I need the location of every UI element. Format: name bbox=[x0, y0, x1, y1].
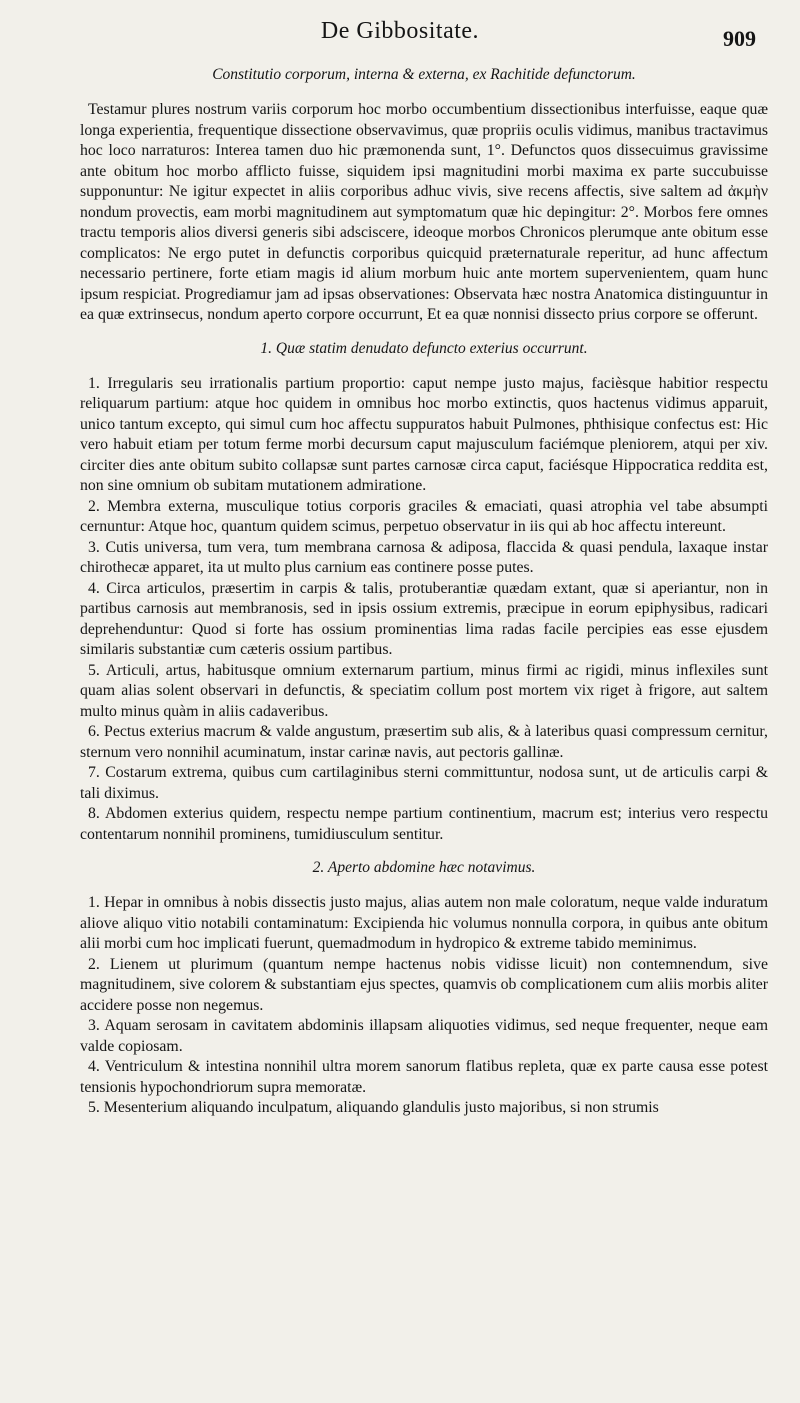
section-1-item: 3. Cutis universa, tum vera, tum membrana carnosa & adiposa, flaccida & quasi pendula, laxaque instar chirothecæ apparet, ita ut multo plus carnium eas continere posse putes. bbox=[80, 538, 768, 576]
section-2-heading: 2. Aperto abdomine hæc notavimus. bbox=[312, 859, 536, 876]
section-1-item: 1. Irregularis seu irrationalis partium proportio: caput nempe justo majus, facièsque habitior respectu reliquarum partium: atque hoc quidem in omnibus hoc morbo extinctis, quos hactenus vidimus apparuit, unico tantum excepto, qui simul cum hoc affectu suppuratos habuit Pulmones, phthisique confectus est: Hic vero habuit etiam per totum ferme morbi decursum caput majusculum faciémque pleniorem, atqui per xiv. circiter dies ante obitum subito collapsæ sunt partes carnosæ circa caput, faciésque Hippocratica reddita est, non sine omnium ob subitam mutationem admiratione. bbox=[80, 374, 768, 494]
section-1-list bbox=[80, 374, 768, 846]
page-number: 909 bbox=[723, 26, 756, 51]
section-1-item: 7. Costarum extrema, quibus cum cartilaginibus sterni committuntur, nodosa sunt, ut de articulis carpi & tali diximus. bbox=[80, 764, 768, 802]
page-content bbox=[80, 62, 768, 1119]
section-2-item: 2. Lienem ut plurimum (quantum nempe hactenus nobis vidisse licuit) non contemnendum, sive magnitudinem, sive colorem & substantiam ejus spectes, quamvis ob complicationem cum aliis morbis aliter accidere posse non negemus. bbox=[80, 955, 768, 1014]
section-2-item: 4. Ventriculum & intestina nonnihil ultra morem sanorum flatibus repleta, quæ ex parte causa esse potest tensionis hypochondriorum supra memoratæ. bbox=[80, 1058, 768, 1096]
section-2-item: 1. Hepar in omnibus à nobis dissectis justo majus, alias autem non male coloratum, neque valde induratum aliove aliquo vitio notabili contaminatum: Excipienda hic volumus nonnulla corpora, in quibus ante obitum alii morbi cum hoc implicati fuerunt, quemadmodum in hydropico & extreme tabido meminimus. bbox=[80, 894, 768, 952]
section-1-item: 4. Circa articulos, præsertim in carpis & talis, protuberantiæ quædam extant, quæ si aperiantur, non in partibus carnosis aut membranosis, sed in ipsis ossium extremis, præcipue in eorum epiphysibus, radicari deprehenduntur: Quod si forte has ossium prominentias lima radas facile percipies eas esse ejusdem similaris substantiæ cum cæteris ossium partibus. bbox=[80, 579, 768, 658]
section-1-item: 5. Articuli, artus, habitusque omnium externarum partium, minus firmi ac rigidi, minus inflexiles sunt quam alias solent observari in defunctis, & speciatim collum post mortem vix riget à frigore, aut saltem multo minus quàm in aliis cadaveribus. bbox=[80, 661, 768, 720]
section-1-item: 6. Pectus exterius macrum & valde angustum, præsertim sub alis, & à lateribus quasi compressum cernitur, sternum vero nonnihil acuminatum, instar carinæ navis, aut pectoris gallinæ. bbox=[80, 723, 768, 761]
section-2-list bbox=[80, 893, 768, 1119]
main-heading: Constitutio corporum, interna & externa, ex Rachitide defunctorum. bbox=[212, 66, 636, 83]
intro-paragraph: Testamur plures nostrum variis corporum hoc morbo occumbentium dissectionibus interfuisse, eaque quæ longa experientia, frequentique dissectione observavimus, quæ propriis oculis vidimus, manibus tractavimus hoc loco narraturos: Interea tamen duo hic præmonenda sunt, 1°. Defunctos quos dissecuimus gravissime ante obitum hoc morbo afflicto fuisse, siquidem ipsi magnitudini morbi maxima ex parte succubuisse supponuntur: Ne igitur expectet in aliis corporibus adhuc vivis, sive recens affectis, sive saltem ad ἀκμὴν nondum provectis, eam morbi magnitudinem aut symptomatum quæ hic depingitur: 2°. Morbos fere omnes tractu temporis alios diversi generis sibi adsciscere, ideoque morbos Chronicos plerumque ante obitum esse complicatos: Ne ergo putet in defunctis corporibus quicquid præternaturale reperitur, ad hunc affectum necessario pertinere, forte etiam magis id alium morbum huic ante mortem supervenientem, quam hunc ipsum respiciat. Progrediamur jam ad ipsas observationes: Observata hæc nostra Anatomica distinguuntur in ea quæ extrinsecus, nondum aperto corpore occurrunt, Et ea quæ nonnisi dissecto prius corpore se offerunt. bbox=[80, 101, 768, 323]
section-2-item: 5. Mesenterium aliquando inculpatum, aliquando glandulis justo majoribus, si non strumis bbox=[88, 1099, 659, 1116]
section-1-item: 8. Abdomen exterius quidem, respectu nempe partium continentium, macrum est; interius vero respectu contentarum nonnihil prominens, tumidiusculum sentitur. bbox=[80, 805, 768, 843]
section-1-heading: 1. Quæ statim denudato defuncto exterius occurrunt. bbox=[260, 339, 588, 357]
section-2-item: 3. Aquam serosam in cavitatem abdominis illapsam aliquoties vidimus, sed neque frequenter, neque eam valde copiosam. bbox=[80, 1017, 768, 1055]
running-title: De Gibbositate. bbox=[320, 18, 480, 44]
section-1-item: 2. Membra externa, musculique totius corporis graciles & emaciati, quasi atrophia vel tabe absumpti cernuntur: Atque hoc, quantum quidem scimus, perpetuo observatur in iis qui ab hoc affectu intereunt. bbox=[80, 497, 768, 535]
